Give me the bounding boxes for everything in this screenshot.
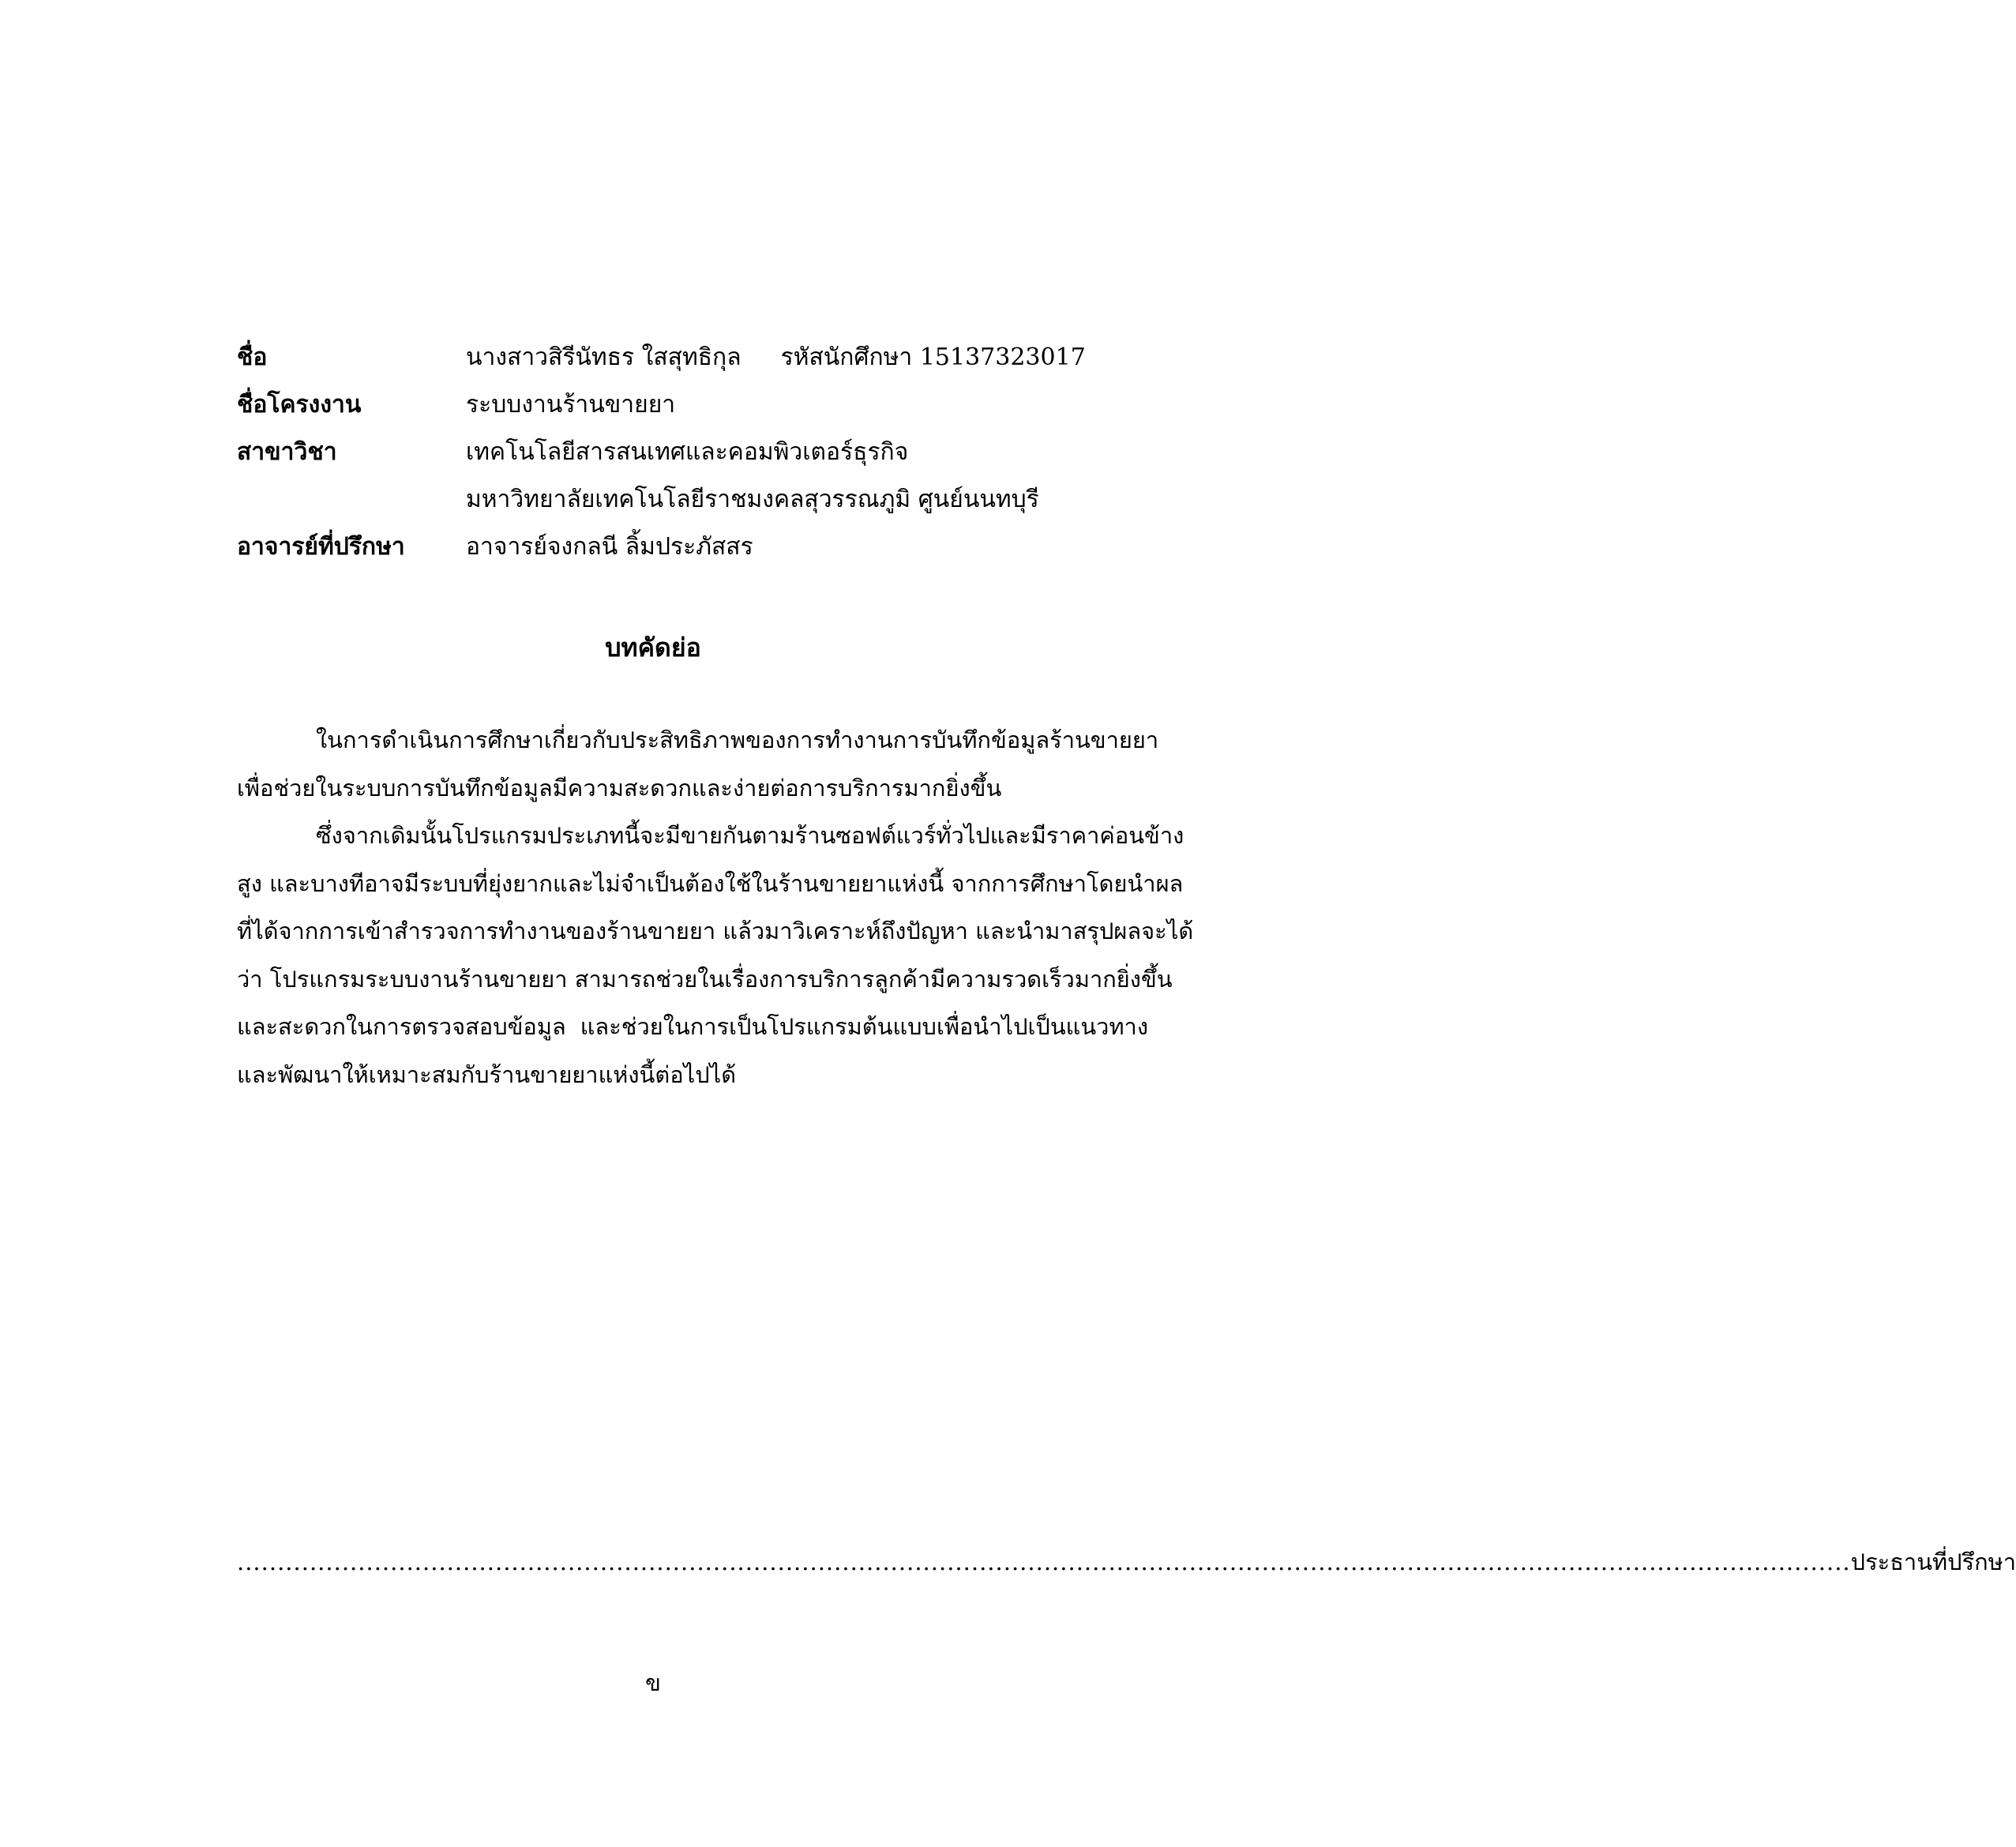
info-row-advisor	[237, 524, 1153, 571]
signature-label: ประธานที่ปรึกษา	[1850, 1549, 2016, 1575]
info-row-project	[237, 381, 1153, 429]
advisor-value: อาจารย์จงกลนี ลิ้มประภัสสร	[466, 533, 753, 561]
student-id: 15137323017	[919, 343, 1086, 371]
abstract-heading: บทคัดย่อ	[605, 633, 701, 663]
advisor-label: อาจารย์ที่ปรึกษา	[237, 533, 405, 561]
abstract-paragraph-1	[237, 716, 1159, 812]
paragraph-line: ซึ่งจากเดิมนั้นโปรแกรมประเภทนี้จะมีขายกันตามร้านซอฟต์แวร์ทั่วไปและมีราคาค่อนข้าง	[316, 822, 1184, 849]
paragraph-line: ว่า โปรแกรมระบบงานร้านขายยา สามารถช่วยในเรื่องการบริการลูกค้ามีความรวดเร็วมากยิ่งขึ้น	[237, 965, 1173, 993]
abstract-body	[237, 716, 1194, 1098]
project-info-table	[237, 334, 1153, 571]
project-label: ชื่อโครงงาน	[237, 391, 362, 419]
student-id-label: รหัสนักศึกษา	[780, 343, 913, 371]
info-row-name	[237, 334, 1153, 381]
university-value: มหาวิทยาลัยเทคโนโลยีราชมงคลสุวรรณภูมิ ศูนย์นนทบุรี	[466, 486, 1039, 513]
info-row-university	[237, 476, 1153, 524]
abstract-paragraph-2	[237, 812, 1194, 1098]
paragraph-line: สูง และบางทีอาจมีระบบที่ยุ่งยากและไม่จำเป็นต้องใช้ในร้านขายยาแห่งนี้ จากการศึกษาโดยนำผล	[237, 869, 1184, 897]
paragraph-line: ในการดำเนินการศึกษาเกี่ยวกับประสิทธิภาพของการทำงานการบันทึกข้อมูลร้านขายยา	[316, 726, 1159, 753]
name-label: ชื่อ	[237, 343, 268, 371]
student-name: นางสาวสิรีนัทธร ใสสุทธิกุล	[466, 343, 741, 371]
major-label: สาขาวิชา	[237, 438, 337, 466]
paragraph-line: ที่ได้จากการเข้าสำรวจการทำงานของร้านขายยา แล้วมาวิเคราะห์ถึงปัญหา และนำมาสรุปผลจะได้	[237, 918, 1194, 944]
paragraph-line: และพัฒนาให้เหมาะสมกับร้านขายยาแห่งนี้ต่อไปได้	[237, 1061, 737, 1088]
major-value: เทคโนโลยีสารสนเทศและคอมพิวเตอร์ธุรกิจ	[466, 438, 909, 466]
signature-dots: ........................................................................................................................................................................................................	[237, 1549, 1851, 1575]
page-number: ข	[645, 1669, 661, 1696]
paragraph-line: และสะดวกในการตรวจสอบข้อมูล และช่วยในการเป็นโปรแกรมต้นแบบเพื่อนำไปเป็นแนวทาง	[237, 1013, 1148, 1040]
project-value: ระบบงานร้านขายยา	[466, 391, 676, 419]
signature-line	[237, 1538, 2016, 1586]
paragraph-line: เพื่อช่วยในระบบการบันทึกข้อมูลมีความสะดวกและง่ายต่อการบริการมากยิ่งขึ้น	[237, 774, 1002, 801]
info-row-major	[237, 429, 1153, 476]
name-value	[466, 334, 1086, 381]
